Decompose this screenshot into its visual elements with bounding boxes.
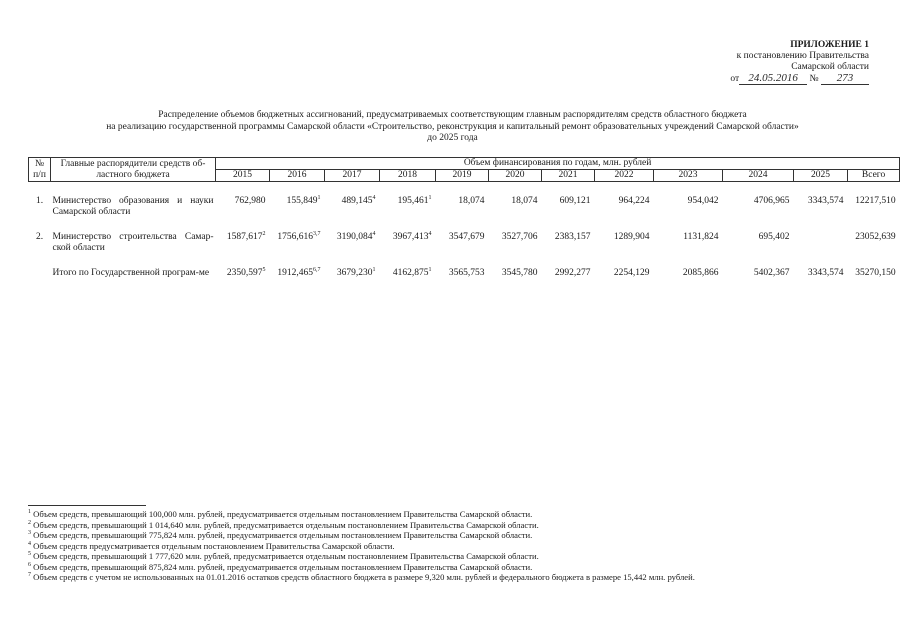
- footnote: [28, 530, 888, 541]
- title-line-3: до 2025 года: [427, 133, 478, 143]
- value-text: 2383,157: [554, 232, 591, 242]
- value-text: 762,980: [234, 196, 266, 206]
- footnote-ref: 4: [372, 230, 376, 237]
- order-date-handwritten: 24.05.2016: [739, 73, 807, 85]
- value-text: 3190,084: [336, 232, 373, 242]
- row-distributor-name: Министерство строительства Самар-ской области: [52, 232, 214, 253]
- row-value-2020: [489, 196, 542, 218]
- value-text: 18,074: [458, 196, 485, 206]
- footnote: [28, 509, 888, 520]
- row-value-2023: [654, 232, 723, 254]
- footnote-divider: [28, 505, 146, 506]
- header-year: 2023: [654, 170, 723, 182]
- row-value-Всего: [848, 232, 900, 254]
- footnote-text: Объем средств, превышающий 1 014,640 млн. рублей, предусматривается отдельным постановлением Правительства Самарской области.: [33, 519, 539, 530]
- value-text: 12217,510: [855, 196, 896, 206]
- title-line-1: Распределение объемов бюджетных ассигнований, предусматриваемых соответствующим главным распорядителям средств областного бюджета: [158, 110, 747, 120]
- value-text: 23052,639: [855, 232, 896, 242]
- value-text: 1756,616: [277, 232, 313, 242]
- value-text: 35270,150: [855, 268, 896, 278]
- row-number: [29, 268, 51, 279]
- value-text: 3967,413: [392, 232, 429, 242]
- table-body: [29, 182, 900, 280]
- header-year: 2015: [216, 170, 270, 182]
- footnote-ref: 4: [428, 230, 432, 237]
- header-year: 2019: [436, 170, 489, 182]
- row-value-2015: [216, 268, 270, 279]
- value-text: 964,224: [618, 196, 650, 206]
- row-distributor-name: Министерство образования и науки Самарской области: [52, 196, 214, 217]
- value-text: 489,145: [341, 196, 373, 206]
- row-value-2018: [380, 268, 436, 279]
- value-text: 3565,753: [448, 268, 485, 278]
- footnote-ref: 6,7: [313, 266, 321, 273]
- footnote-text: Объем средств, превышающий 775,824 млн. рублей, предусматривается отдельным постановлением Правительства Самарской области.: [33, 530, 533, 540]
- value-text: 3343,574: [807, 268, 844, 278]
- row-value-2018: [380, 232, 436, 254]
- row-spacer: [29, 218, 900, 232]
- header-year: 2016: [270, 170, 325, 182]
- footnote-ref: 2: [262, 230, 266, 237]
- footnotes: [28, 509, 888, 583]
- row-value-2025: [794, 232, 848, 254]
- value-text: 2350,597: [226, 268, 263, 278]
- footnote-mark: 3: [28, 530, 31, 537]
- row-value-2024: [723, 232, 794, 254]
- row-value-2019: [436, 196, 489, 218]
- row-value-2018: [380, 196, 436, 218]
- value-text: 1912,465: [277, 268, 313, 278]
- row-number: 1.: [35, 196, 44, 206]
- value-text: 3343,574: [807, 196, 844, 206]
- value-text: 3679,230: [336, 268, 373, 278]
- footnote-mark: 4: [28, 540, 31, 547]
- row-value-2021: [542, 196, 595, 218]
- title-line-2: на реализацию государственной программы Самарской области «Строительство, реконструкция и капитальный ремонт образовательных учреждений Самарской области»: [106, 121, 799, 132]
- row-value-2016: [270, 232, 325, 254]
- footnote-ref: 1: [428, 194, 432, 201]
- header-funding: Объем финансирования по годам, млн. рублей: [216, 158, 900, 170]
- row-value-2016: [270, 268, 325, 279]
- row-value-2017: [325, 232, 380, 254]
- value-text: 5402,367: [753, 268, 790, 278]
- header-year: 2020: [489, 170, 542, 182]
- row-value-2019: [436, 268, 489, 279]
- row-value-Всего: [848, 268, 900, 279]
- footnote: [28, 541, 888, 552]
- row-value-2022: [595, 268, 654, 279]
- footnote: [28, 562, 888, 573]
- order-number-handwritten: 273: [821, 73, 869, 85]
- value-text: 1587,617: [226, 232, 263, 242]
- row-value-2024: [723, 268, 794, 279]
- footnote-text: Объем средств, превышающий 100,000 млн. рублей, предусматривается отдельным постановлением Правительства Самарской области.: [33, 509, 533, 519]
- value-text: 155,849: [286, 196, 318, 206]
- value-text: 2085,866: [682, 268, 719, 278]
- table-row: [29, 232, 900, 254]
- footnote: [28, 551, 888, 562]
- header-year: Всего: [848, 170, 900, 182]
- footnote-text: Объем средств предусматривается отдельным постановлением Правительства Самарской области.: [33, 540, 395, 551]
- header-number: № п/п: [29, 158, 51, 182]
- header-year: 2017: [325, 170, 380, 182]
- value-text: 3547,679: [448, 232, 485, 242]
- row-value-2021: [542, 268, 595, 279]
- footnote-ref: 1: [428, 266, 432, 273]
- row-number: 2.: [35, 232, 44, 242]
- row-value-2017: [325, 196, 380, 218]
- footnote-ref: 3,7: [313, 230, 321, 237]
- footnote-mark: 1: [28, 509, 31, 516]
- value-text: 2254,129: [613, 268, 650, 278]
- value-text: 18,074: [511, 196, 538, 206]
- row-value-2022: [595, 196, 654, 218]
- row-value-Всего: [848, 196, 900, 218]
- row-value-2017: [325, 268, 380, 279]
- value-text: 4706,965: [753, 196, 790, 206]
- footnote-text: Объем средств, превышающий 1 777,620 млн. рублей, предусматривается отдельным постановлением Правительства Самарской области.: [33, 551, 539, 561]
- footnote-ref: 1: [317, 194, 321, 201]
- row-value-2020: [489, 268, 542, 279]
- footnote-mark: 7: [28, 572, 31, 579]
- value-text: 1289,904: [613, 232, 650, 242]
- value-text: 4162,875: [392, 268, 429, 278]
- footnote-text: Объем средств, превышающий 875,824 млн. рублей, предусматривается отдельным постановлением Правительства Самарской области.: [33, 561, 533, 572]
- appendix-line-1: к постановлению Правительства: [736, 51, 869, 61]
- value-text: 954,042: [687, 196, 719, 206]
- order-line: [679, 73, 869, 85]
- row-value-2022: [595, 232, 654, 254]
- order-from-label: от: [730, 74, 740, 84]
- footnote-mark: 6: [28, 561, 31, 568]
- row-value-2023: [654, 268, 723, 279]
- appendix-line-2: Самарской области: [791, 62, 869, 72]
- footnote-mark: 5: [28, 551, 31, 558]
- footnote-ref: 5: [262, 266, 266, 273]
- header-year: 2025: [794, 170, 848, 182]
- value-text: 195,461: [397, 196, 429, 206]
- row-value-2015: [216, 196, 270, 218]
- document-title: [40, 110, 865, 145]
- row-value-2025: [794, 196, 848, 218]
- header-year: 2024: [723, 170, 794, 182]
- order-number-label: №: [809, 74, 819, 84]
- header-year: 2018: [380, 170, 436, 182]
- value-text: 695,402: [758, 232, 790, 242]
- footnote: [28, 520, 888, 531]
- footnote-ref: 1: [372, 266, 376, 273]
- table-row: [29, 268, 900, 279]
- value-text: 1131,824: [683, 232, 719, 242]
- row-value-2019: [436, 232, 489, 254]
- row-spacer: [29, 182, 900, 197]
- footnote-ref: 4: [372, 194, 376, 201]
- value-text: 2992,277: [554, 268, 591, 278]
- budget-table: [28, 157, 900, 279]
- footnote-mark: 2: [28, 519, 31, 526]
- row-distributor-name: Итого по Государственной програм-ме: [52, 268, 210, 278]
- footnote-text: Объем средств с учетом не использованных на 01.01.2016 остатков средств областного бюджета в размере 9,320 млн. рублей и федерального бюджета в размере 15,442 млн. рублей.: [33, 572, 695, 582]
- row-value-2016: [270, 196, 325, 218]
- table-row: [29, 196, 900, 218]
- row-value-2024: [723, 196, 794, 218]
- header-year: 2022: [595, 170, 654, 182]
- row-value-2020: [489, 232, 542, 254]
- row-value-2025: [794, 268, 848, 279]
- value-text: 609,121: [559, 196, 591, 206]
- row-value-2015: [216, 232, 270, 254]
- header-year: 2021: [542, 170, 595, 182]
- footnote: [28, 572, 888, 583]
- row-value-2023: [654, 196, 723, 218]
- row-spacer: [29, 254, 900, 268]
- value-text: 3527,706: [501, 232, 538, 242]
- header-distributor: Главные распорядители средств об-ластного бюджета: [51, 158, 216, 182]
- appendix-block: [679, 40, 869, 85]
- appendix-title: ПРИЛОЖЕНИЕ 1: [790, 40, 869, 50]
- value-text: 3545,780: [501, 268, 538, 278]
- row-value-2021: [542, 232, 595, 254]
